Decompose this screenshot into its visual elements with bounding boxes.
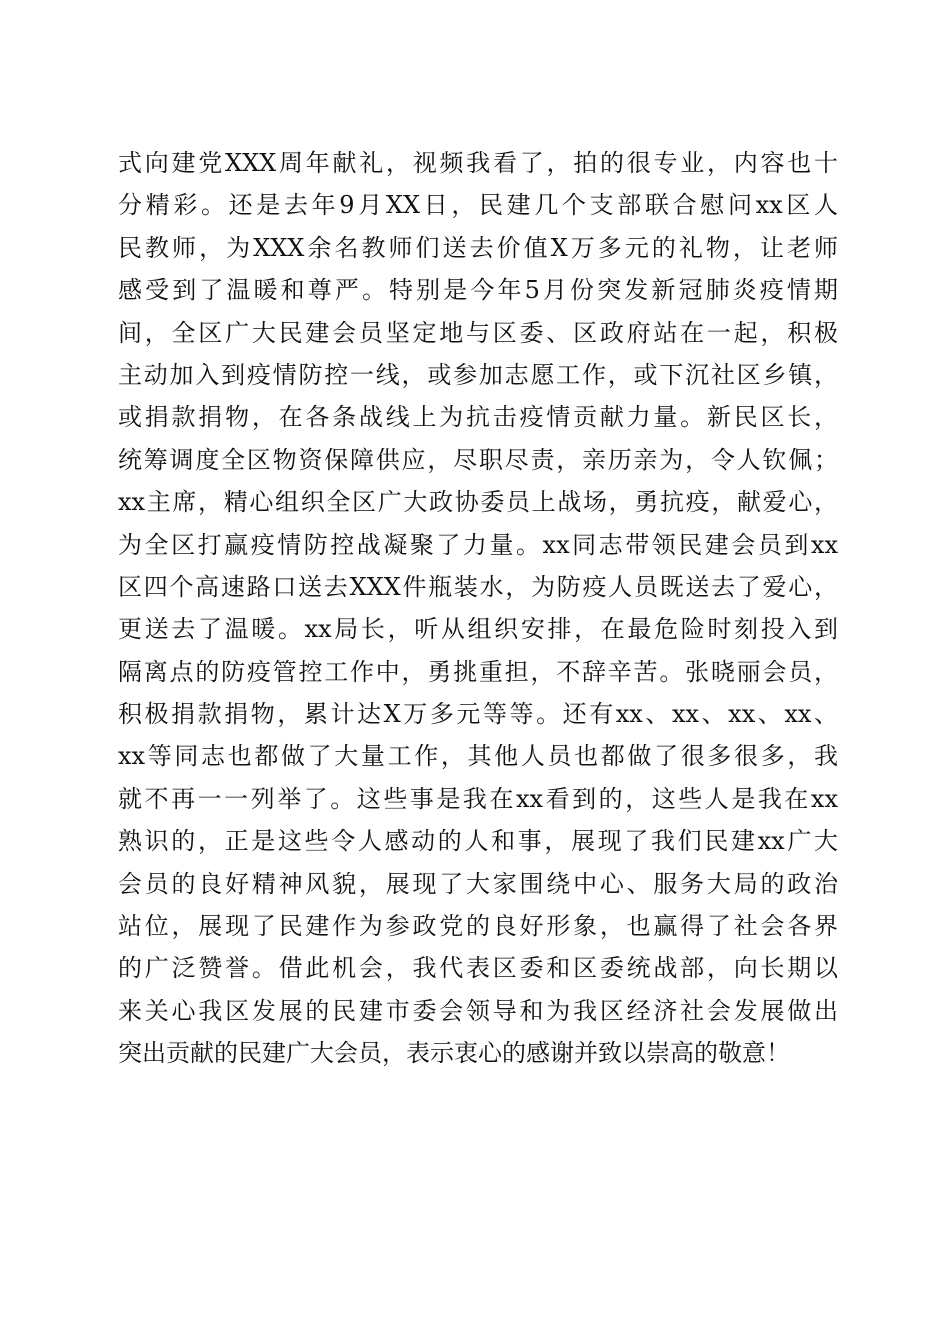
text-line: 感受到了温暖和尊严。特别是今年5月份突发新冠肺炎疫情期 <box>118 276 838 305</box>
text-line: 熟识的，正是这些令人感动的人和事，展现了我们民建xx广大 <box>118 827 838 856</box>
text-line: 主动加入到疫情防控一线，或参加志愿工作，或下沉社区乡镇， <box>118 360 838 389</box>
text-line: 分精彩。还是去年9月XX日，民建几个支部联合慰问xx区人 <box>118 191 838 220</box>
text-line: 式向建党XXX周年献礼，视频我看了，拍的很专业，内容也十 <box>118 149 838 177</box>
text-line: 间，全区广大民建会员坚定地与区委、区政府站在一起，积极 <box>118 318 838 347</box>
body-text <box>118 142 838 1075</box>
text-line: 区四个高速路口送去XXX件瓶装水，为防疫人员既送去了爱心， <box>118 572 838 601</box>
text-line: 会员的良好精神风貌，展现了大家围绕中心、服务大局的政治 <box>118 869 838 898</box>
text-line: 民教师，为XXX余名教师们送去价值X万多元的礼物，让老师 <box>118 233 838 262</box>
text-line: 突出贡献的民建广大会员，表示衷心的感谢并致以崇高的敬意！ <box>118 1039 790 1068</box>
text-line: 就不再一一列举了。这些事是我在xx看到的，这些人是我在xx <box>118 784 838 813</box>
text-line: xx主席，精心组织全区广大政协委员上战场，勇抗疫，献爱心， <box>118 488 838 517</box>
text-line: 站位，展现了民建作为参政党的良好形象，也赢得了社会各界 <box>118 912 838 941</box>
text-line: 或捐款捐物，在各条战线上为抗击疫情贡献力量。新民区长， <box>118 403 838 432</box>
text-line: 隔离点的防疫管控工作中，勇挑重担，不辞辛苦。张晓丽会员， <box>118 657 838 686</box>
text-line: 来关心我区发展的民建市委会领导和为我区经济社会发展做出 <box>118 996 838 1025</box>
text-line: 为全区打赢疫情防控战凝聚了力量。xx同志带领民建会员到xx <box>118 530 838 559</box>
text-line: xx等同志也都做了大量工作，其他人员也都做了很多很多，我 <box>118 742 838 771</box>
text-line: 积极捐款捐物，累计达X万多元等等。还有xx、xx、xx、xx、 <box>118 700 838 729</box>
text-line: 的广泛赞誉。借此机会，我代表区委和区委统战部，向长期以 <box>118 954 838 983</box>
text-line: 统筹调度全区物资保障供应，尽职尽责，亲历亲为，令人钦佩； <box>118 445 838 474</box>
text-line: 更送去了温暖。xx局长，听从组织安排，在最危险时刻投入到 <box>118 615 838 644</box>
